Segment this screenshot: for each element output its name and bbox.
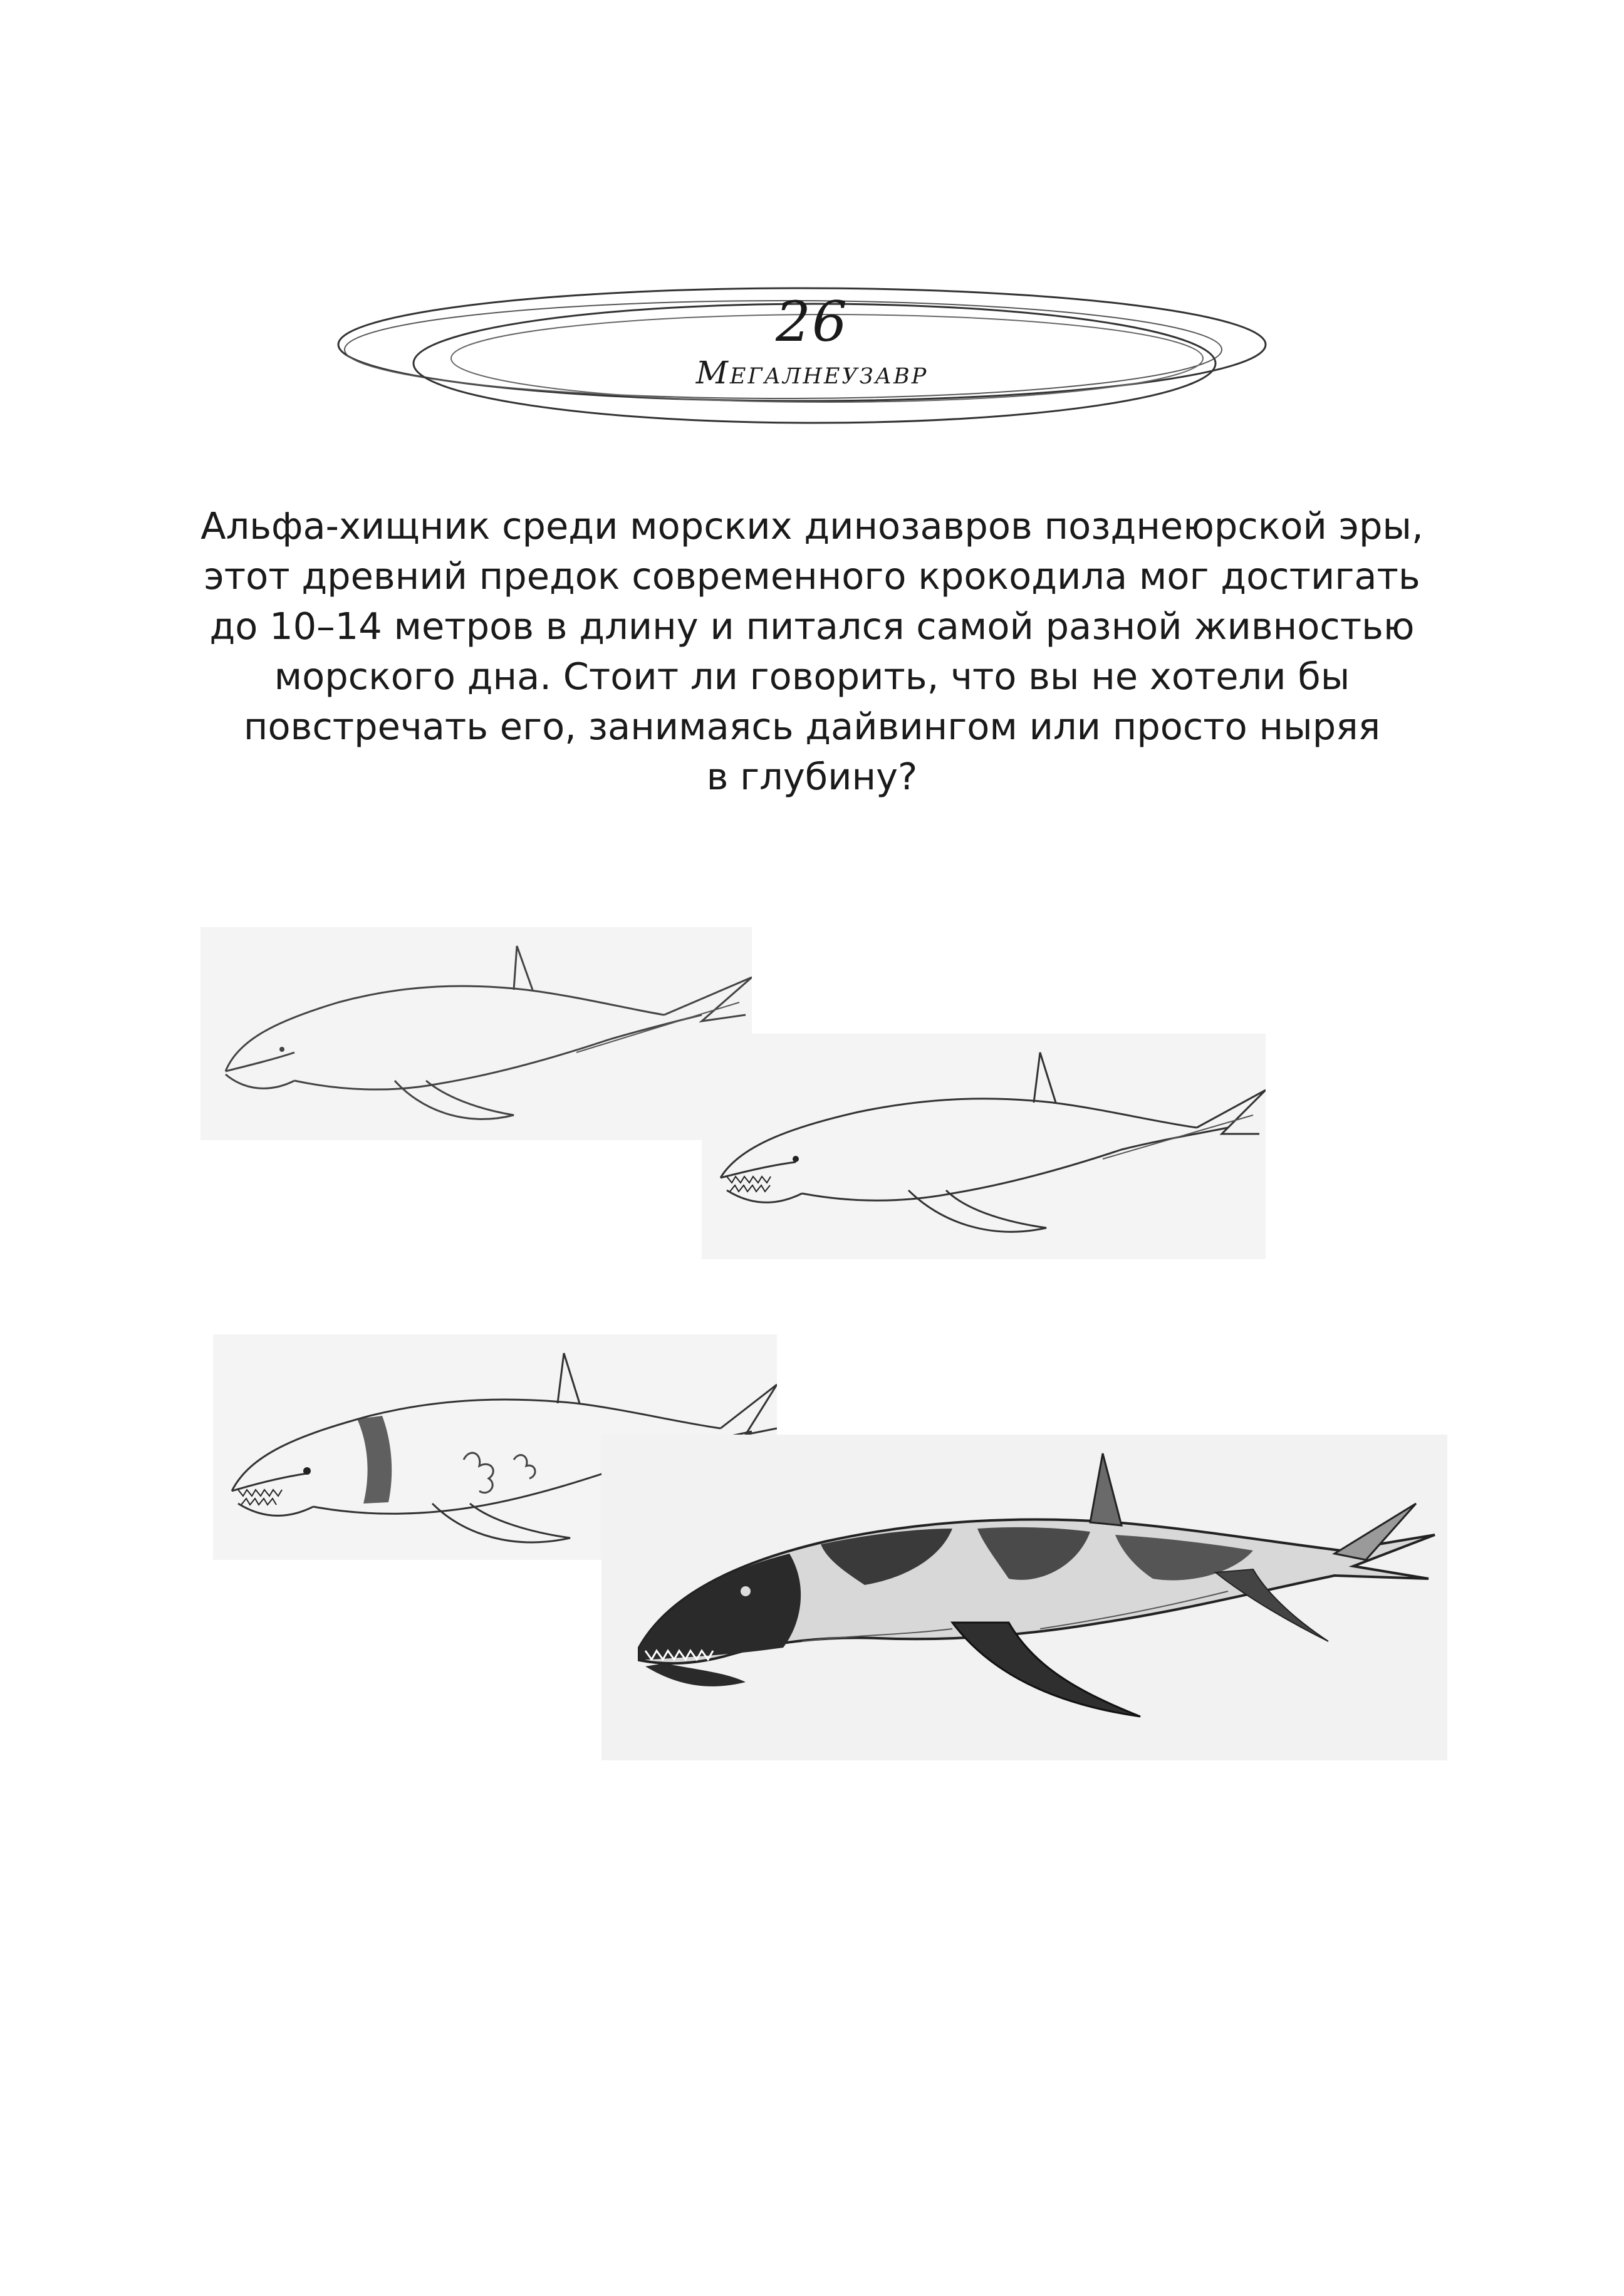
sketch-step-4 [601, 1435, 1447, 1760]
intro-paragraph: Альфа-хищник среди морских динозавров позднеюрской эры, этот древний предок современного крокодила мог достигать до 10–14 метров в длину и питался самой разной живностью морского дна. Стоит ли говорить, что вы не хотели бы повстречать его, занимаясь дайвингом или просто ныряя в глубину? [200, 504, 1424, 798]
chapter-title: Мегалнеузавр [695, 355, 929, 391]
sketch-step-1 [200, 927, 752, 1140]
sketch-step-2 [702, 1034, 1266, 1259]
chapter-number: 26 [776, 289, 848, 354]
